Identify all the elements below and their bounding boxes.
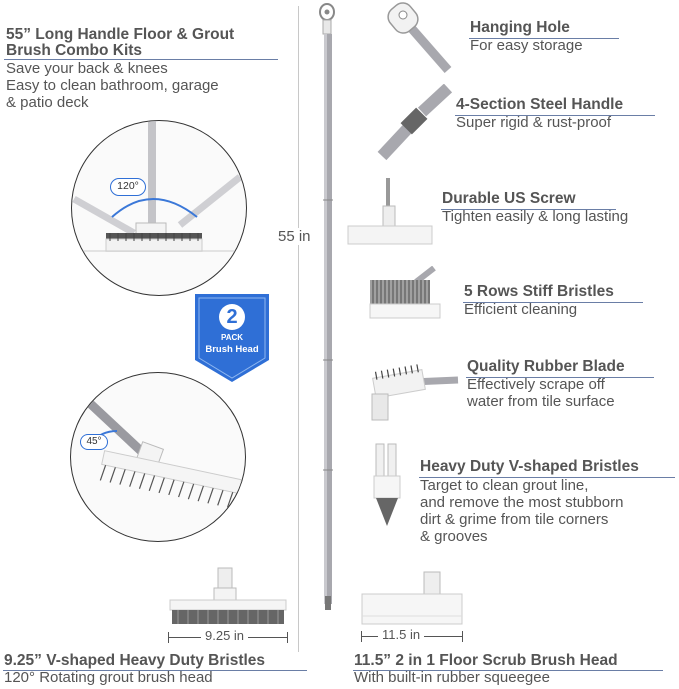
feature-v-bristles-title: Heavy Duty V-shaped Bristles (420, 458, 639, 475)
intro-line2: Easy to clean bathroom, garage (6, 77, 219, 94)
feature-rubber-blade-title: Quality Rubber Blade (467, 358, 625, 375)
feature-us-screw-desc: Tighten easily & long lasting (442, 208, 629, 225)
feature-steel-handle-desc: Super rigid & rust-proof (456, 114, 612, 131)
feature-bristles-title: 5 Rows Stiff Bristles (464, 283, 614, 300)
feature-rubber-blade-desc-1: Effectively scrape off (467, 376, 605, 393)
angle-45-badge: 45° (80, 434, 108, 450)
feature-us-screw-title: Durable US Screw (442, 190, 576, 207)
grout-brush-title: 9.25” V-shaped Heavy Duty Bristles (4, 652, 266, 669)
feature-steel-handle-title: 4-Section Steel Handle (456, 96, 624, 113)
main-title-line1: 55” Long Handle Floor & Grout (6, 26, 235, 43)
v-bristles-thumbnail (370, 440, 410, 532)
rotation-45-illustration (70, 372, 246, 542)
main-title-line2: Brush Combo Kits (6, 42, 143, 59)
rubber-blade-thumbnail (368, 350, 460, 422)
hanging-hole-thumbnail (376, 2, 456, 74)
feature-hanging-hole-desc: For easy storage (470, 37, 583, 54)
length-label: 55 in (278, 228, 311, 245)
floor-scrub-title: 11.5” 2 in 1 Floor Scrub Brush Head (354, 652, 618, 669)
length-guide-line (298, 6, 299, 652)
pack-label: Brush Head (205, 344, 259, 355)
us-screw-thumbnail (346, 176, 436, 248)
feature-hanging-hole-title: Hanging Hole (470, 19, 570, 36)
grout-brush-head-image (168, 566, 288, 628)
rotation-45-image (71, 373, 246, 542)
pack-number: 2 (219, 304, 245, 330)
feature-v-bristles-desc-4: & grooves (420, 528, 488, 545)
floor-scrub-dimension: 11.5 in (378, 627, 424, 642)
stiff-bristles-thumbnail (368, 266, 452, 332)
rotation-120-illustration (71, 120, 247, 296)
long-handle (312, 0, 342, 612)
floor-scrub-desc: With built-in rubber squeegee (354, 669, 550, 686)
two-pack-badge (193, 292, 271, 384)
intro-line3: & patio deck (6, 94, 89, 111)
steel-handle-thumbnail (376, 84, 456, 162)
grout-brush-dimension: 9.25 in (201, 628, 248, 643)
rotation-120-image (72, 121, 247, 296)
feature-rubber-blade-desc-2: water from tile surface (467, 393, 615, 410)
feature-v-bristles-desc-2: and remove the most stubborn (420, 494, 624, 511)
feature-bristles-desc: Efficient cleaning (464, 301, 578, 318)
pack-word: PACK (220, 333, 244, 342)
angle-120-badge: 120° (110, 178, 146, 196)
grout-brush-desc: 120° Rotating grout brush head (4, 669, 213, 686)
feature-v-bristles-desc-1: Target to clean grout line, (420, 477, 589, 494)
floor-scrub-head-image (360, 570, 464, 626)
intro-line1: Save your back & knees (6, 60, 168, 77)
feature-v-bristles-desc-3: dirt & grime from tile corners (420, 511, 609, 528)
